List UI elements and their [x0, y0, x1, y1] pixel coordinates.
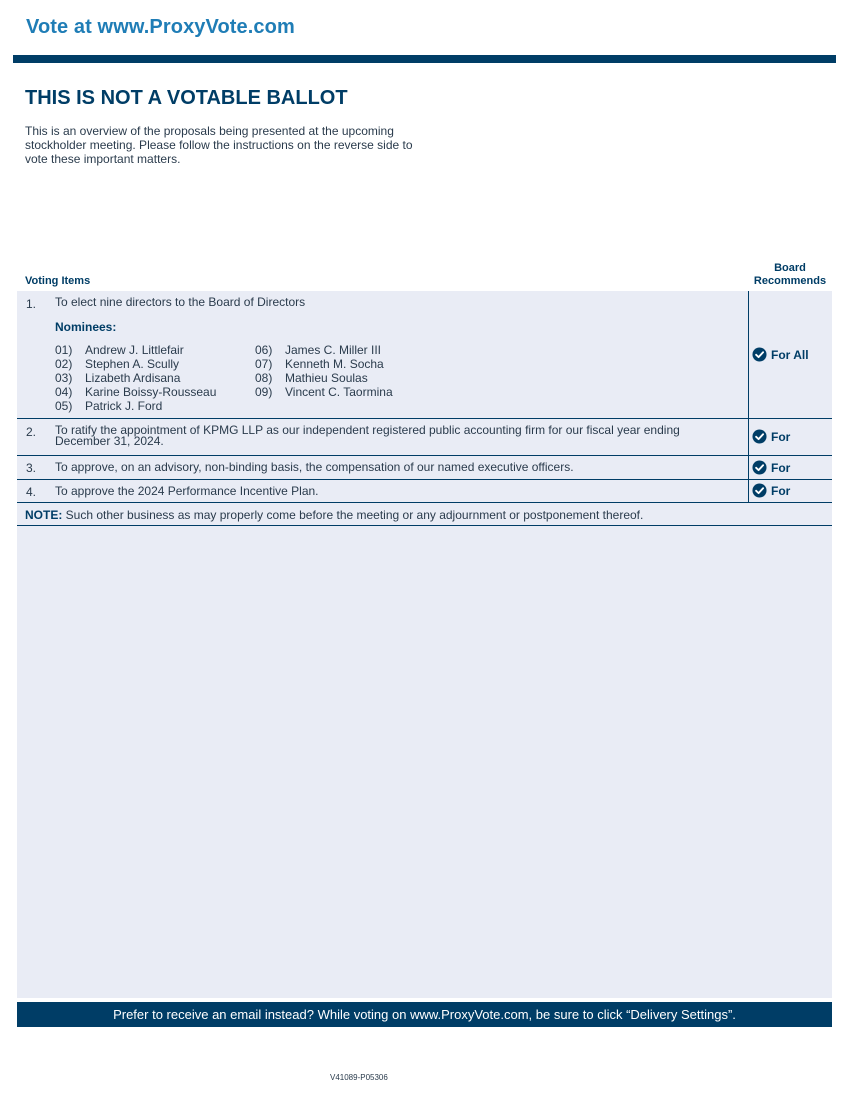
- nominee: 09) Vincent C. Taormina: [255, 385, 393, 399]
- nominee: 03) Lizabeth Ardisana: [55, 371, 181, 385]
- nominee: 07) Kenneth M. Socha: [255, 357, 384, 371]
- note-row: [17, 503, 832, 526]
- board-recommends-header-line1: Board: [774, 262, 806, 274]
- voting-item-4: [17, 480, 832, 503]
- voting-item-3: [17, 456, 832, 480]
- document-code: V41089-P05306: [330, 1073, 388, 1082]
- board-recommends-header-line2: Recommends: [753, 275, 827, 287]
- recommendation-for: For: [752, 460, 790, 475]
- intro-text: This is an overview of the proposals being presented at the upcoming stockholder meeting. Please follow the instructions on the reverse side to vote these important matters.: [25, 124, 413, 166]
- note-body: Such other business as may properly come before the meeting or any adjournment or postponement thereof.: [62, 508, 644, 522]
- banner-text: Prefer to receive an email instead? While voting on www.ProxyVote.com, be sure to click “Delivery Settings”.: [113, 1007, 736, 1022]
- nominees-label: Nominees:: [55, 320, 117, 334]
- voting-item-2: [17, 419, 832, 456]
- recommendation-for-all: For All: [752, 347, 809, 362]
- recommendation-for: For: [752, 429, 790, 444]
- check-circle-icon: [752, 460, 767, 475]
- board-recommends-header: [749, 262, 831, 288]
- nominees-column-1: [55, 343, 216, 413]
- check-circle-icon: [752, 347, 767, 362]
- voting-item-1: [17, 291, 832, 419]
- item-text: To elect nine directors to the Board of Directors: [55, 295, 306, 309]
- item-number: 1.: [26, 297, 37, 311]
- header-rule: [13, 55, 836, 63]
- note-label: NOTE:: [25, 508, 63, 522]
- item-number: 2.: [26, 425, 37, 439]
- nominees-column-2: [255, 343, 393, 399]
- recommendation-cell: [748, 480, 832, 502]
- item-number: 3.: [26, 461, 37, 475]
- item-text: To ratify the appointment of KPMG LLP as our independent registered public accounting firm for our fiscal year ending December 31, 2024.: [55, 423, 680, 448]
- item-text: To approve the 2024 Performance Incentive Plan.: [55, 484, 319, 498]
- recommendation-for: For: [752, 483, 790, 498]
- recommendation-cell: [748, 291, 832, 418]
- voting-items-header: Voting Items: [25, 275, 91, 287]
- nominee: 01) Andrew J. Littlefair: [55, 343, 184, 357]
- check-circle-icon: [752, 483, 767, 498]
- nominee: 05) Patrick J. Ford: [55, 399, 163, 413]
- item-number: 4.: [26, 485, 37, 499]
- item-text: To approve, on an advisory, non-binding basis, the compensation of our named executive officers.: [55, 460, 574, 474]
- proxyvote-link[interactable]: Vote at www.ProxyVote.com: [26, 16, 295, 38]
- page-title: THIS IS NOT A VOTABLE BALLOT: [25, 87, 348, 109]
- note-text: [25, 508, 643, 522]
- delivery-settings-banner: [17, 1002, 832, 1027]
- check-circle-icon: [752, 429, 767, 444]
- recommendation-cell: [748, 456, 832, 479]
- nominee: 04) Karine Boissy-Rousseau: [55, 385, 217, 399]
- nominee: 02) Stephen A. Scully: [55, 357, 180, 371]
- nominee: 08) Mathieu Soulas: [255, 371, 368, 385]
- nominee: 06) James C. Miller III: [255, 343, 382, 357]
- recommendation-cell: [748, 419, 832, 455]
